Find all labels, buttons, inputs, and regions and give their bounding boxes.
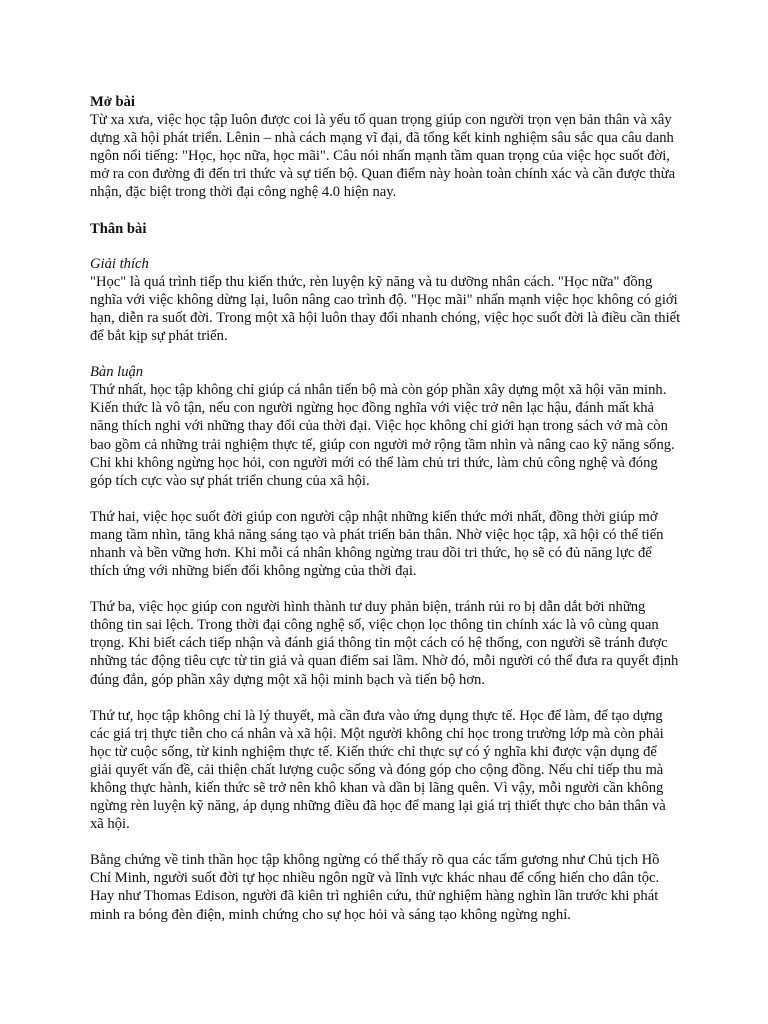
- spacer: [90, 490, 682, 508]
- discuss-paragraph-2: Thứ hai, việc học suốt đời giúp con người cập nhật những kiến thức mới nhất, đồng thời giúp mở mang tầm nhìn, tăng khả năng sáng tạo và phát triển bản thân. Nhờ việc học tập, xã hội có thể tiến nhanh và bền vững hơn. Khi mỗi cá nhân không ngừng trau dồi tri thức, họ sẽ có đủ năng lực để thích ứng với những biến đổi không ngừng của thời đại.: [90, 508, 664, 580]
- explain-paragraph: "Học" là quá trình tiếp thu kiến thức, rèn luyện kỹ năng và tu dưỡng nhân cách. "Học nữa" đồng nghĩa với việc không dừng lại, luôn nâng cao trình độ. "Học mãi" nhấn mạnh việc học không có giới hạn, diễn ra suốt đời. Trong một xã hội luôn thay đổi nhanh chóng, việc học suốt đời là điều cần thiết để bắt kịp sự phát triển.: [90, 273, 681, 345]
- explain-subheading: Giải thích: [90, 255, 149, 272]
- spacer: [90, 833, 682, 851]
- discuss-paragraph-1: Thứ nhất, học tập không chỉ giúp cá nhân tiến bộ mà còn góp phần xây dựng một xã hội văn minh. Kiến thức là vô tận, nếu con người ngừng học đồng nghĩa với việc trở nên lạc hậu, đánh mất khả năng thích nghi với những thay đổi của thời đại. Việc học không chỉ giới hạn trong sách vở mà còn bao gồm cả những trải nghiệm thực tế, giúp con người mở rộng tầm nhìn và nâng cao kỹ năng sống. Chỉ khi không ngừng học hỏi, con người mới có thể làm chủ tri thức, làm chủ công nghệ và đóng góp tích cực vào sự phát triển chung của xã hội.: [90, 382, 675, 489]
- discuss-paragraph-3: Thứ ba, việc học giúp con người hình thành tư duy phản biện, tránh rủi ro bị dẫn dắt bởi những thông tin sai lệch. Trong thời đại công nghệ số, việc chọn lọc thông tin chính xác là vô cùng quan trọng. Khi biết cách tiếp nhận và đánh giá thông tin một cách có hệ thống, con người sẽ tránh được những tác động tiêu cực từ tin giả và quan điểm sai lầm. Nhờ đó, mỗi người có thể đưa ra quyết định đúng đắn, góp phần xây dựng một xã hội minh bạch và tiến bộ hơn.: [90, 599, 679, 688]
- spacer: [90, 345, 682, 363]
- discuss-subheading: Bàn luận: [90, 364, 144, 381]
- body-heading: Thân bài: [90, 220, 147, 237]
- spacer: [90, 580, 682, 598]
- spacer: [90, 689, 682, 707]
- intro-heading: Mở bài: [90, 94, 135, 110]
- document-page: [90, 93, 682, 924]
- intro-paragraph: Từ xa xưa, việc học tập luôn được coi là yếu tố quan trọng giúp con người trọn vẹn bản thân và xây dựng xã hội phát triển. Lênin – nhà cách mạng vĩ đại, đã tổng kết kinh nghiệm sâu sắc qua câu danh ngôn nổi tiếng: "Học, học nữa, học mãi". Câu nói nhấn mạnh tầm quan trọng của việc học suốt đời, mở ra con đường đi đến tri thức và sự tiến bộ. Quan điểm này hoàn toàn chính xác và cần được thừa nhận, đặc biệt trong thời đại công nghệ 4.0 hiện nay.: [90, 112, 676, 201]
- discuss-paragraph-5: Bằng chứng về tinh thần học tập không ngừng có thể thấy rõ qua các tấm gương như Chủ tịch Hồ Chí Minh, người suốt đời tự học nhiều ngôn ngữ và lĩnh vực khác nhau để cống hiến cho dân tộc. Hay như Thomas Edison, người đã kiên trì nghiên cứu, thử nghiệm hàng nghìn lần trước khi phát minh ra bóng đèn điện, minh chứng cho sự học hỏi và sáng tạo không ngừng nghỉ.: [90, 852, 660, 923]
- spacer: [90, 202, 682, 220]
- discuss-paragraph-4: Thứ tư, học tập không chỉ là lý thuyết, mà cần đưa vào ứng dụng thực tế. Học để làm, để tạo dựng các giá trị thực tiễn cho cá nhân và xã hội. Một người không chỉ học trong trường lớp mà còn phải học từ cuộc sống, từ kinh nghiệm thực tế. Kiến thức chỉ thực sự có ý nghĩa khi được vận dụng để giải quyết vấn đề, cải thiện chất lượng cuộc sống và đóng góp cho cộng đồng. Nếu chỉ tiếp thu mà không thực hành, kiến thức sẽ trở nên khô khan và dần bị lãng quên. Vì vậy, mỗi người cần không ngừng rèn luyện kỹ năng, áp dụng những điều đã học để mang lại giá trị thiết thực cho bản thân và xã hội.: [90, 707, 666, 833]
- spacer: [90, 238, 682, 255]
